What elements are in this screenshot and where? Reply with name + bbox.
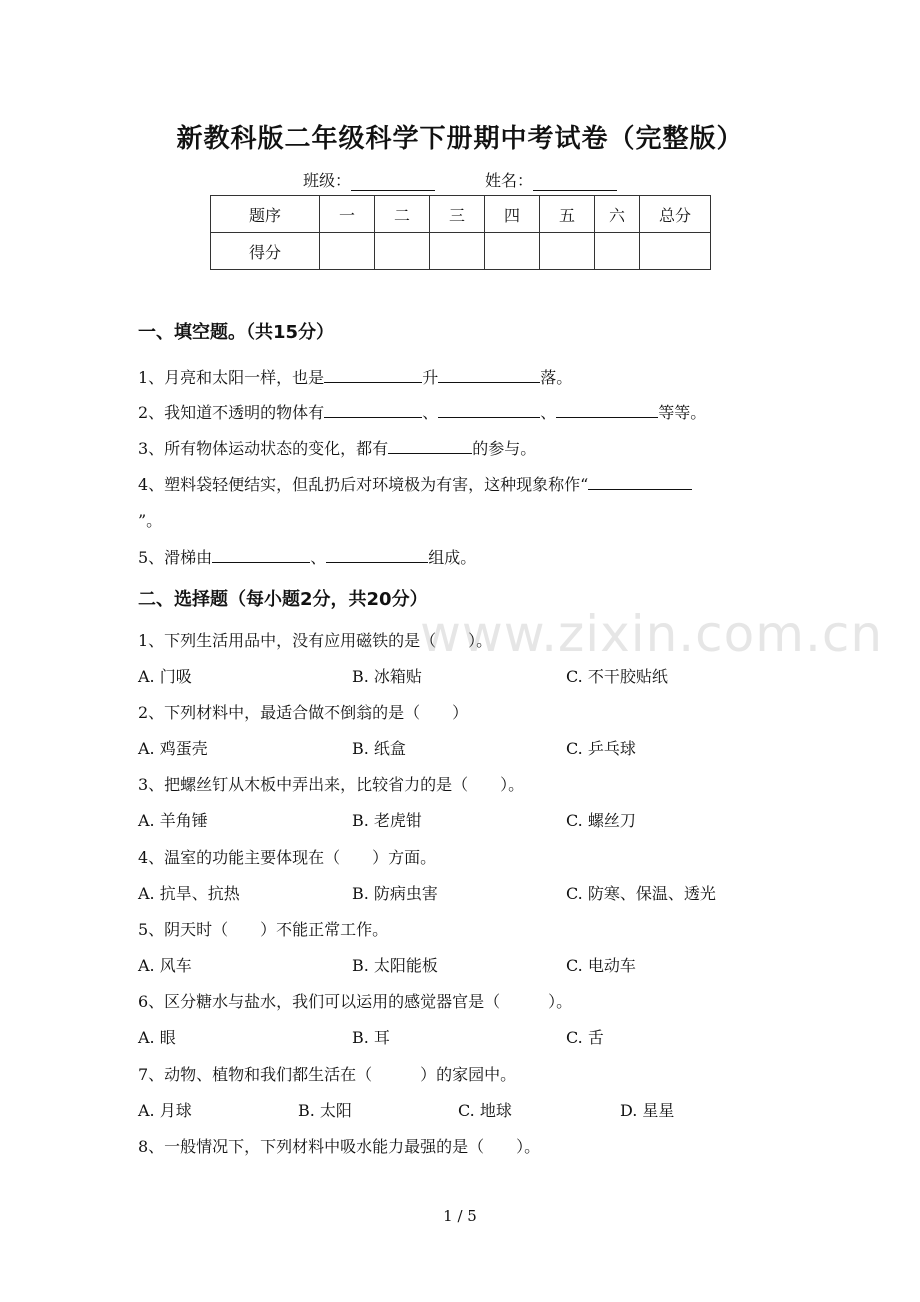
separator: 、 (422, 403, 439, 422)
name-label: 姓名： (485, 171, 534, 190)
option-b[interactable]: B. 纸盒 (352, 739, 406, 758)
answer-blank[interactable] (324, 401, 422, 418)
answer-blank[interactable] (326, 546, 428, 563)
score-table-score-row (211, 233, 711, 270)
answer-blank[interactable] (556, 401, 658, 418)
score-table (210, 195, 711, 270)
score-cell[interactable] (640, 233, 711, 270)
answer-blank[interactable] (438, 401, 540, 418)
score-table-header-row (211, 196, 711, 233)
score-header-cell: 三 (430, 196, 485, 233)
answer-blank[interactable] (438, 366, 540, 383)
question-text: 2、我知道不透明的物体有 (138, 403, 325, 422)
option-b[interactable]: B. 防病虫害 (352, 884, 438, 903)
question-text: 1、月亮和太阳一样，也是 (138, 368, 325, 387)
choice-question-5: 5、阴天时（ ）不能正常工作。 (138, 920, 389, 939)
answer-blank[interactable] (212, 546, 310, 563)
score-header-cell: 五 (540, 196, 595, 233)
answer-blank[interactable] (388, 437, 472, 454)
option-c[interactable]: C. 不干胶贴纸 (566, 667, 668, 686)
fill-question-5 (138, 545, 476, 568)
question-text: 落。 (540, 368, 573, 387)
score-cell[interactable] (485, 233, 540, 270)
fill-question-4-end: ”。 (138, 511, 163, 530)
option-c[interactable]: C. 螺丝刀 (566, 811, 636, 830)
score-cell[interactable] (540, 233, 595, 270)
score-header-cell: 四 (485, 196, 540, 233)
fill-question-4 (138, 472, 692, 495)
score-cell[interactable] (430, 233, 485, 270)
option-b[interactable]: B. 太阳 (298, 1101, 352, 1120)
question-text: 的参与。 (472, 439, 537, 458)
choice-question-4: 4、温室的功能主要体现在（ ）方面。 (138, 848, 437, 867)
option-a[interactable]: A. 鸡蛋壳 (138, 739, 208, 758)
answer-blank[interactable] (588, 473, 692, 490)
option-c[interactable]: C. 防寒、保温、透光 (566, 884, 716, 903)
option-a[interactable]: A. 抗旱、抗热 (138, 884, 240, 903)
question-text: 3、所有物体运动状态的变化，都有 (138, 439, 389, 458)
fill-question-3 (138, 436, 536, 459)
choice-question-3: 3、把螺丝钉从木板中弄出来，比较省力的是（ ）。 (138, 775, 525, 794)
score-header-cell: 一 (320, 196, 375, 233)
option-c[interactable]: C. 地球 (458, 1101, 512, 1120)
score-row-label: 得分 (211, 233, 320, 270)
option-a[interactable]: A. 门吸 (138, 667, 192, 686)
option-a[interactable]: A. 羊角锤 (138, 811, 208, 830)
score-header-cell: 六 (595, 196, 640, 233)
fill-question-1 (138, 365, 572, 388)
option-d[interactable]: D. 星星 (620, 1101, 675, 1120)
choice-question-6: 6、区分糖水与盐水，我们可以运用的感觉器官是（ ）。 (138, 992, 573, 1011)
choice-question-8: 8、一般情况下，下列材料中吸水能力最强的是（ ）。 (138, 1137, 541, 1156)
option-a[interactable]: A. 月球 (138, 1101, 192, 1120)
separator: 、 (540, 403, 557, 422)
question-text: 4、塑料袋轻便结实，但乱扔后对环境极为有害，这种现象称作“ (138, 475, 589, 494)
option-c[interactable]: C. 电动车 (566, 956, 636, 975)
class-blank[interactable] (351, 172, 435, 191)
option-c[interactable]: C. 舌 (566, 1028, 604, 1047)
watermark: www.zixin.com.cn (420, 605, 884, 663)
question-text: 等等。 (658, 403, 707, 422)
fill-question-2 (138, 400, 706, 423)
score-header-cell: 二 (375, 196, 430, 233)
score-cell[interactable] (320, 233, 375, 270)
class-label: 班级： (302, 171, 351, 190)
exam-title: 新教科版二年级科学下册期中考试卷（完整版） (176, 124, 744, 154)
score-cell[interactable] (375, 233, 430, 270)
section-1-heading: 一、填空题。（共15分） (138, 322, 335, 343)
choice-question-7: 7、动物、植物和我们都生活在（ ）的家园中。 (138, 1065, 517, 1084)
answer-blank[interactable] (324, 366, 422, 383)
option-b[interactable]: B. 冰箱贴 (352, 667, 422, 686)
name-blank[interactable] (533, 172, 617, 191)
option-a[interactable]: A. 眼 (138, 1028, 176, 1047)
option-b[interactable]: B. 老虎钳 (352, 811, 422, 830)
score-header-cell: 题序 (211, 196, 320, 233)
student-info (0, 168, 920, 191)
section-2-heading: 二、选择题（每小题2分，共20分） (138, 589, 428, 610)
question-text: 升 (422, 368, 439, 387)
option-b[interactable]: B. 耳 (352, 1028, 390, 1047)
score-cell[interactable] (595, 233, 640, 270)
option-c[interactable]: C. 乒乓球 (566, 739, 636, 758)
option-a[interactable]: A. 风车 (138, 956, 192, 975)
question-text: 5、滑梯由 (138, 548, 213, 567)
option-b[interactable]: B. 太阳能板 (352, 956, 438, 975)
separator: 、 (310, 548, 327, 567)
score-header-cell: 总分 (640, 196, 711, 233)
choice-question-2: 2、下列材料中，最适合做不倒翁的是（ ） (138, 703, 469, 722)
page-number: 1 / 5 (443, 1207, 477, 1225)
question-text: 组成。 (428, 548, 477, 567)
choice-question-1: 1、下列生活用品中，没有应用磁铁的是（ ）。 (138, 631, 493, 650)
